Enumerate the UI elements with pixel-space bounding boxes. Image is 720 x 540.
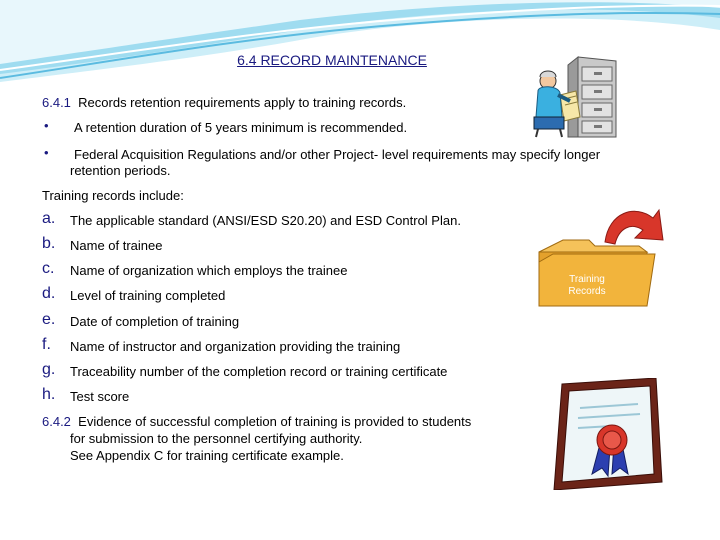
list-item: [42, 386, 482, 406]
folder-label-line-1: Training: [569, 274, 605, 285]
list-item-text: Date of completion of training: [70, 314, 240, 329]
list-intro: Training records include:: [42, 188, 184, 203]
section-642: [42, 414, 471, 430]
section-642-line-2: for submission to the personnel certifying authority.: [70, 431, 363, 446]
section-641-number: 6.4.1: [42, 95, 71, 110]
list-item-letter: c.: [42, 260, 55, 277]
list-item: [42, 311, 482, 331]
section-642-number: 6.4.2: [42, 414, 71, 429]
list-item: [42, 260, 482, 280]
list-item-text: Test score: [70, 389, 130, 404]
list-item-letter: h.: [42, 386, 56, 403]
bullet-2: [44, 145, 49, 160]
bullet-2-line-1: Federal Acquisition Regulations and/or other Project- level requirements may specify longer: [74, 147, 601, 162]
list-item-text: Name of instructor and organization providing the training: [70, 339, 401, 354]
list-item-text: Name of organization which employs the trainee: [70, 263, 348, 278]
bullet-marker: •: [44, 118, 49, 133]
list-item: [42, 235, 482, 255]
section-642-line-3: See Appendix C for training certificate example.: [70, 448, 344, 463]
list-item-letter: b.: [42, 235, 56, 252]
bullet-2-line-2: retention periods.: [70, 163, 171, 178]
section-641: [42, 95, 406, 111]
bullet-1-text: A retention duration of 5 years minimum is recommended.: [74, 120, 408, 135]
list-item-letter: e.: [42, 311, 56, 328]
list-item-text: Level of training completed: [70, 288, 226, 303]
bullet-1: [44, 118, 49, 133]
section-641-text: Records retention requirements apply to training records.: [78, 95, 407, 110]
list-item: [42, 210, 562, 230]
list-item-letter: g.: [42, 361, 56, 378]
slide-title: 6.4 RECORD MAINTENANCE: [237, 52, 427, 68]
list-item-text: Name of trainee: [70, 238, 163, 253]
list-item-letter: f.: [42, 336, 51, 353]
section-642-line-1: Evidence of successful completion of training is provided to students: [78, 414, 472, 429]
list-item-letter: a.: [42, 210, 56, 227]
filing-cabinet-person-clipart: [520, 55, 620, 140]
framed-certificate-clipart: [552, 378, 664, 490]
list-item-letter: d.: [42, 285, 56, 302]
list-item: [42, 285, 482, 305]
list-item-text: Traceability number of the completion record or training certificate: [70, 364, 448, 379]
list-item: [42, 336, 512, 356]
folder-label-line-2: Records: [568, 286, 606, 297]
folder-label: [556, 274, 618, 298]
list-item-text: The applicable standard (ANSI/ESD S20.20) and ESD Control Plan.: [70, 213, 461, 228]
bullet-marker: •: [44, 145, 49, 160]
list-item: [42, 361, 542, 381]
